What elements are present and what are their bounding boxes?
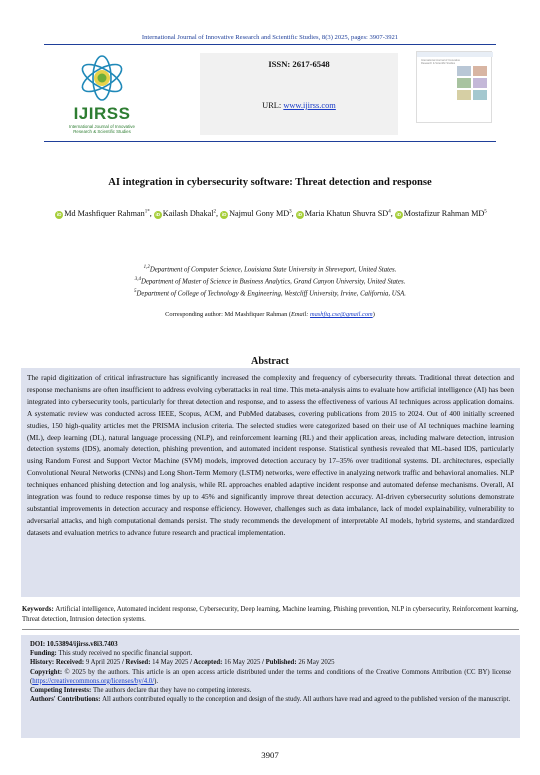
keywords-text: Artificial intelligence, Automated incident response, Cybersecurity, Deep learning, Machine learning, Phishing prevention, NLP in cybersecurity, Reinforcement learning, Threat detection, Intrusion detection systems. (22, 606, 519, 623)
journal-citation-line: International Journal of Innovative Research and Scientific Studies, 8(3) 2025, pages: 3907-3921 (141, 34, 399, 41)
corresponding-author: Corresponding author: Md Mashfiquer Rahman (Email: mashfiq.cse@gmail.com) (165, 311, 375, 318)
cover-image-4 (473, 78, 487, 88)
logo-wordmark: IJIRSS (73, 104, 131, 123)
copyright: Copyright: © 2025 by the authors. This article is an open access article distributed under the terms and conditions of the Creative Commons Attribution (CC BY) license (https://creativecommons.org/licenses/by/4.0/). (30, 668, 511, 685)
cover-title: International Journal of Innovative Research & Scientific Studies (421, 59, 460, 66)
logo-subtitle-2: Research & Scientific Studies (73, 129, 131, 135)
keywords-rule (22, 629, 519, 630)
author: iD Mostafizur Rahman $MD^5$ (396, 208, 487, 218)
author-list (36, 206, 506, 220)
affiliation-2: $^{3,4}$Department of Master of Science in Business Analytics, Grand Canyon University, United States. (134, 277, 406, 286)
journal-logo-icon (75, 53, 129, 103)
author: iD Kailash Dhakal$^2$, (155, 208, 221, 218)
funding: Funding: This study received no specific financial support. (30, 650, 193, 658)
cover-image-2 (473, 66, 487, 76)
journal-cover-thumbnail (416, 51, 492, 123)
competing-interests: Competing Interests: The authors declare that they have no competing interests. (30, 687, 252, 695)
history: History: Received: 9 April 2025 / Revised: 14 May 2025 / Accepted: 16 May 2025 / Published: 26 May 2025 (30, 659, 335, 667)
email-link[interactable]: mashfiq.cse@gmail.com (310, 311, 373, 318)
author: iD Maria Khatun Shuvra $SD^4$, (297, 208, 395, 218)
orcid-icon[interactable]: iD (221, 211, 227, 217)
journal-url (200, 101, 398, 110)
header-top-rule (44, 44, 496, 45)
doi: DOI: 10.53894/ijirss.v8i3.7403 (30, 641, 118, 648)
orcid-icon[interactable]: iD (155, 211, 161, 217)
journal-url-link[interactable]: www.ijirss.com (283, 101, 336, 110)
author: iD Najmul Gony $MD^3$, (221, 208, 296, 218)
orcid-icon[interactable]: iD (297, 211, 303, 217)
abstract-text: The rapid digitization of critical infrastructure has significantly increased the complexity and frequency of cybersecurity threats. Traditional threat detection and response mechanisms are often insufficient to address evolving cyberattacks in real time. This meta-analysis aims to evaluate how artificial intelligence (AI) has been integrated into cybersecurity tools, particularly for threat detection and response, and to assess the effectiveness of various AI techniques across application domains. A systematic review was conducted across IEEE, Scopus, ACM, and PubMed databases, covering publications from 2015 to 2024. Out of 400 initially screened studies, 150 high-quality articles met the PRISMA inclusion criteria. The selected studies were categorized based on their use of AI techniques machine learning (ML), deep learning (DL), natural language processing (NLP), and reinforcement learning (RL) and their application areas, including malware detection, intrusion detection systems (IDS), anomaly detection, phishing prevention, and automated incident response. Statistical synthesis revealed that ML-based IDS, particularly using Random Forest and Support Vector Machine (SVM) models, improved detection accuracy by 17–35% over traditional systems. DL architectures, especially Convolutional Neural Networks (CNNs) and Long Short-Term Memory (LSTM) networks, were effective in analyzing network traffic and behavioral anomalies. NLP techniques enhanced phishing detection and log analysis, while RL approaches enabled adaptive incident response and automated defense mechanisms. Overall, AI integration was found to reduce response times by up to 45% and significantly improve threat detection accuracy. AI-driven cybersecurity solutions demonstrate substantial improvements in detection accuracy and response efficiency. However, challenges such as data imbalance, lack of model explainability, vulnerability to adversarial attacks, and high computational demands persist. The study recommends the development of interpretable AI models, hybrid systems, and standardized datasets and evaluation metrics to advance future research and practical implementation. (27, 373, 514, 537)
logo-subtitle-1: International Journal of Innovative (69, 124, 135, 129)
journal-logo (50, 47, 154, 139)
orcid-icon[interactable]: iD (56, 211, 62, 217)
orcid-icon[interactable]: iD (396, 211, 402, 217)
license-link[interactable]: https://creativecommons.org/licenses/by/4.0/ (32, 677, 155, 685)
affiliation-3: $^5$Department of College of Technology & Engineering, Westcliff University, Irvine, California, USA. (134, 289, 406, 298)
journal-header (44, 47, 496, 140)
cover-image-1 (457, 66, 471, 76)
cover-band (417, 52, 493, 57)
affiliation-1: $^{1,2}$Department of Computer Science, Louisiana State University in Shreveport, United States. (143, 265, 397, 274)
abstract-heading: Abstract (251, 356, 289, 367)
issn: ISSN: 2617-6548 (268, 59, 330, 69)
keywords-label: Keywords: (22, 606, 56, 613)
author: iD Md Mashfiquer Rahman$^{1*}$, (56, 208, 154, 218)
abstract-box (21, 368, 520, 597)
article-info-box (21, 635, 520, 738)
url-label: URL: (262, 101, 284, 110)
keywords (22, 605, 519, 624)
cover-image-5 (457, 90, 471, 100)
page-number: 3907 (261, 750, 279, 760)
cover-image-6 (473, 90, 487, 100)
authors-contributions: Authors' Contributions: All authors contributed equally to the conception and design of the study. All authors have read and agreed to the published version of the manuscript. (30, 696, 511, 704)
issn-panel (200, 53, 398, 135)
cover-image-3 (457, 78, 471, 88)
header-bottom-rule (44, 141, 496, 142)
paper-title: AI integration in cybersecurity software: Threat detection and response (108, 177, 432, 188)
